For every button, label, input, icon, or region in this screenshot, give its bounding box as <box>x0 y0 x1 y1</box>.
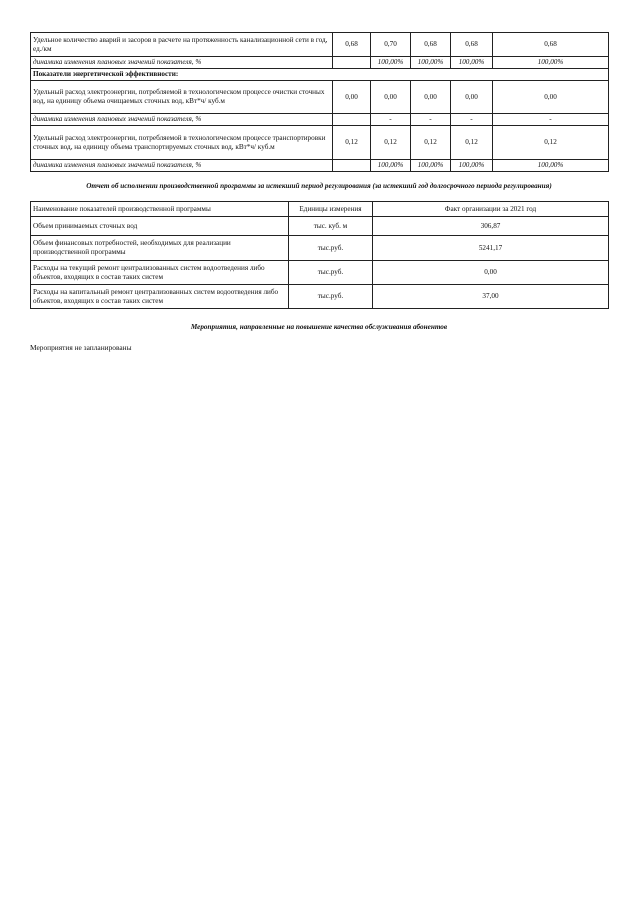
indicator-value <box>333 160 371 172</box>
indicator-value: 0,68 <box>493 33 609 57</box>
indicator-value: 0,00 <box>411 81 451 114</box>
table-row <box>31 160 609 172</box>
indicators-table <box>30 32 609 172</box>
indicator-value <box>333 114 371 126</box>
indicator-value: 100,00% <box>493 160 609 172</box>
section-heading: Показатели энергетической эффективности: <box>31 69 609 81</box>
program-indicator-value: 37,00 <box>373 285 609 309</box>
indicator-value: 100,00% <box>493 57 609 69</box>
report-caption: Отчет об исполнении производственной программы за истекший период регулирования (за истекший год долгосрочного периода регулирования) <box>86 182 552 190</box>
indicator-value: - <box>371 114 411 126</box>
table-row <box>31 126 609 160</box>
dynamics-label: динамика изменения плановых значений показателя, % <box>31 114 333 126</box>
measures-caption: Мероприятия, направленные на повышение качества обслуживания абонентов <box>190 323 448 331</box>
program-indicator-value: 5241,17 <box>373 236 609 261</box>
indicator-value: 100,00% <box>371 57 411 69</box>
column-header: Единицы измерения <box>289 202 373 217</box>
indicator-value: 100,00% <box>451 57 493 69</box>
indicator-value: 0,00 <box>333 81 371 114</box>
indicator-value: - <box>493 114 609 126</box>
indicator-value: 0,68 <box>411 33 451 57</box>
indicator-value: 0,00 <box>451 81 493 114</box>
dynamics-label: динамика изменения плановых значений показателя, % <box>31 57 333 69</box>
table-header-row <box>31 202 609 217</box>
program-indicator-name: Объем принимаемых сточных вод <box>31 217 289 236</box>
indicator-value: - <box>451 114 493 126</box>
dynamics-label: динамика изменения плановых значений показателя, % <box>31 160 333 172</box>
program-indicator-unit: тыс.руб. <box>289 285 373 309</box>
column-header: Наименование показателей производственной программы <box>31 202 289 217</box>
measures-note: Мероприятия не запланированы <box>30 343 132 352</box>
program-indicator-unit: тыс. куб. м <box>289 217 373 236</box>
program-indicator-name: Расходы на капитальный ремонт централизованных систем водоотведения либо объектов, входящих в состав таких систем <box>31 285 289 309</box>
indicator-value: 0,12 <box>411 126 451 160</box>
indicator-value: 0,68 <box>451 33 493 57</box>
indicator-label: Удельный расход электроэнергии, потребляемой в технологическом процессе очистки сточных вод, на единицу объема очищаемых сточных вод, кВт*ч/ куб.м <box>31 81 333 114</box>
table-row <box>31 81 609 114</box>
indicator-value: 0,70 <box>371 33 411 57</box>
indicator-value: 0,12 <box>493 126 609 160</box>
indicator-value: 0,00 <box>493 81 609 114</box>
program-indicator-unit: тыс.руб. <box>289 261 373 285</box>
table-row <box>31 261 609 285</box>
indicator-value <box>333 57 371 69</box>
indicator-value: 0,00 <box>371 81 411 114</box>
indicator-value: 0,12 <box>451 126 493 160</box>
program-indicator-value: 0,00 <box>373 261 609 285</box>
table-row <box>31 69 609 81</box>
table-row <box>31 285 609 309</box>
program-indicator-unit: тыс.руб. <box>289 236 373 261</box>
table-row <box>31 217 609 236</box>
table-row <box>31 33 609 57</box>
program-indicator-name: Объем финансовых потребностей, необходимых для реализации производственной программы <box>31 236 289 261</box>
table-row <box>31 57 609 69</box>
program-indicator-name: Расходы на текущий ремонт централизованных систем водоотведения либо объектов, входящих в состав таких систем <box>31 261 289 285</box>
column-header: Факт организации за 2021 год <box>373 202 609 217</box>
program-indicator-value: 306,87 <box>373 217 609 236</box>
table-row <box>31 236 609 261</box>
table-row <box>31 114 609 126</box>
indicator-value: 100,00% <box>411 160 451 172</box>
indicator-label: Удельный расход электроэнергии, потребляемой в технологическом процессе транспортировки сточных вод, на единицу объема транспортируемых сточных вод, кВт*ч/ куб.м <box>31 126 333 160</box>
production-program-table <box>30 201 609 309</box>
indicator-value: 0,68 <box>333 33 371 57</box>
indicator-value: 100,00% <box>411 57 451 69</box>
indicator-label: Удельное количество аварий и засоров в расчете на протяженность канализационной сети в год, ед./км <box>31 33 333 57</box>
indicator-value: 0,12 <box>333 126 371 160</box>
indicator-value: 100,00% <box>371 160 411 172</box>
indicator-value: - <box>411 114 451 126</box>
indicator-value: 100,00% <box>451 160 493 172</box>
indicator-value: 0,12 <box>371 126 411 160</box>
